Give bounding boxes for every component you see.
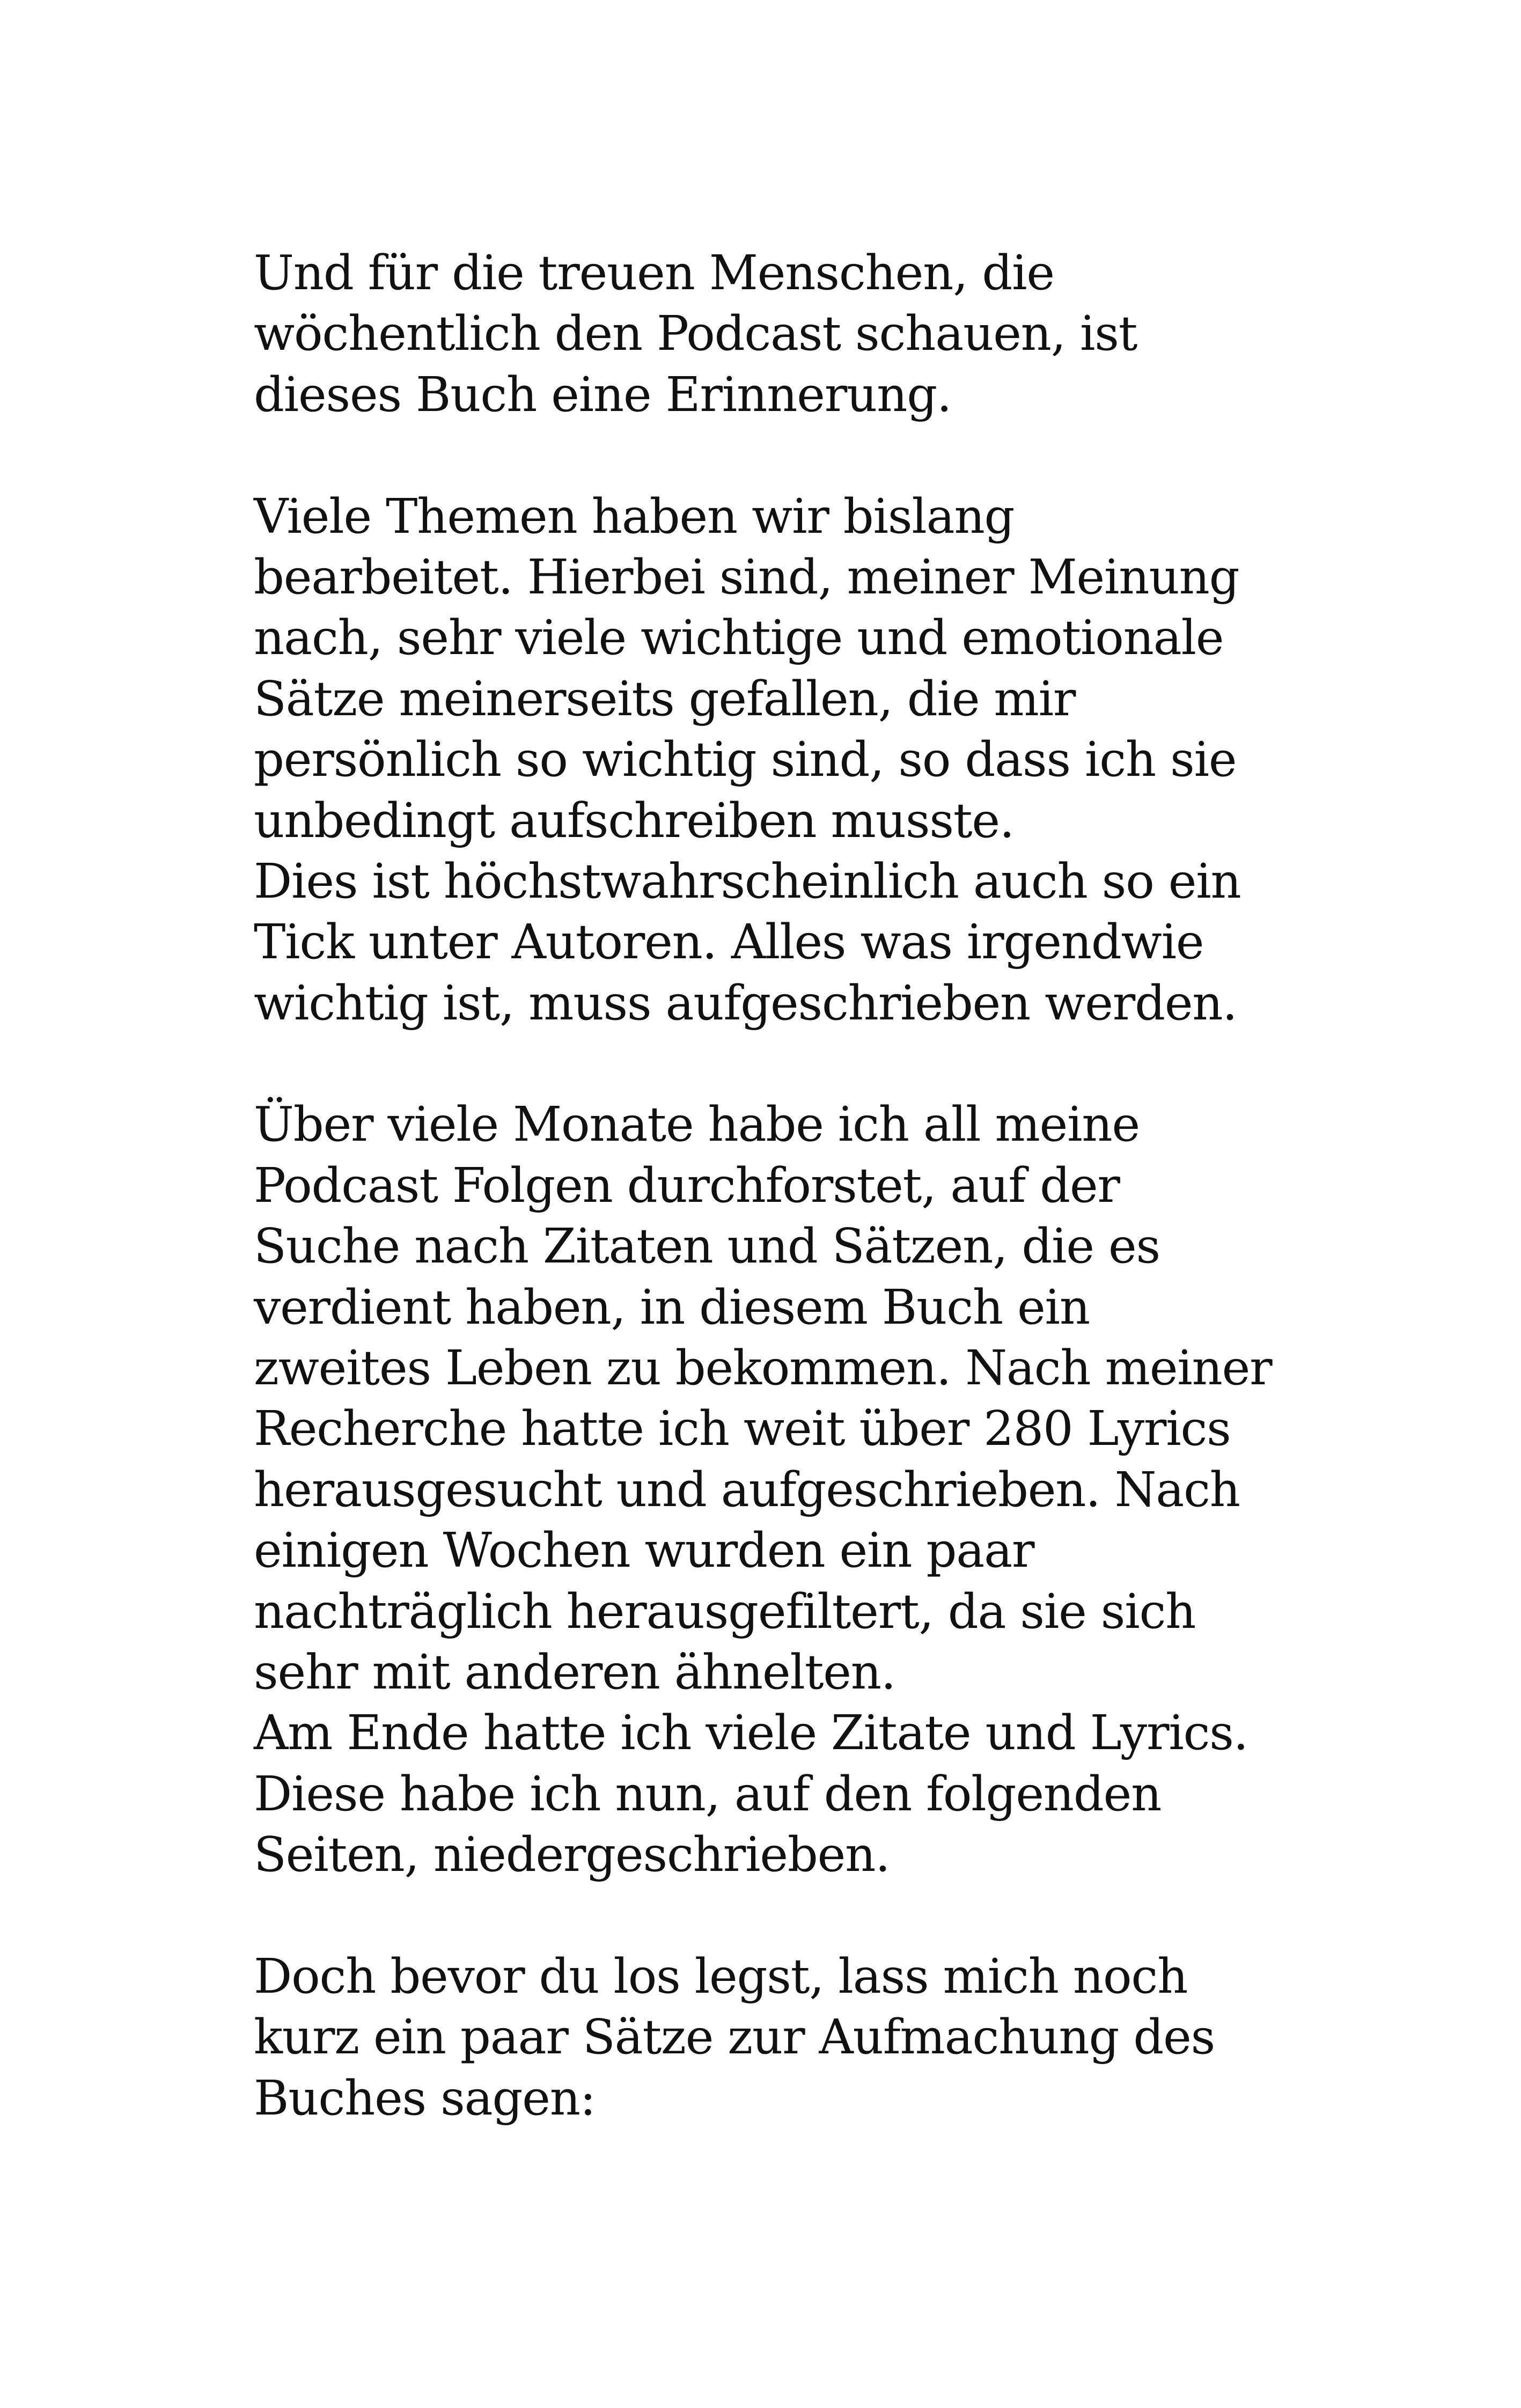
- text-line: sehr mit anderen ähnelten.: [254, 1643, 895, 1700]
- text-line: wöchentlich den Podcast schauen, ist: [254, 305, 1137, 362]
- text-line: Diese habe ich nun, auf den folgenden: [254, 1765, 1162, 1822]
- text-line: Tick unter Autoren. Alles was irgendwie: [254, 914, 1204, 970]
- text-line: verdient haben, in diesem Buch ein: [254, 1279, 1090, 1335]
- text-line: Recherche hatte ich weit über 280 Lyrics: [254, 1400, 1231, 1457]
- paragraph-spacer: [254, 425, 1327, 486]
- text-line: Doch bevor du los legst, lass mich noch: [254, 1948, 1188, 2004]
- body-text: [254, 243, 1327, 2128]
- text-line: Dies ist höchstwahrscheinlich auch so ein: [254, 853, 1241, 909]
- text-line: Am Ende hatte ich viele Zitate und Lyrics.: [254, 1705, 1248, 1761]
- text-line: persönlich so wichtig sind, so dass ich sie: [254, 731, 1237, 788]
- text-line: herausgesucht und aufgeschrieben. Nach: [254, 1461, 1240, 1517]
- text-line: Und für die treuen Menschen, die: [254, 245, 1054, 300]
- text-line: Über viele Monate habe ich all meine: [254, 1096, 1140, 1152]
- paragraph-3: [254, 1094, 1327, 1885]
- text-line: wichtig ist, muss aufgeschrieben werden.: [254, 974, 1237, 1031]
- text-line: Podcast Folgen durchforstet, auf der: [254, 1157, 1120, 1213]
- text-line: Viele Themen haben wir bislang: [254, 488, 1015, 544]
- paragraph-spacer: [254, 1885, 1327, 1946]
- text-line: bearbeitet. Hierbei sind, meiner Meinung: [254, 548, 1239, 605]
- paragraph-1: [254, 243, 1327, 425]
- text-line: zweites Leben zu bekommen. Nach meiner: [254, 1340, 1272, 1396]
- paragraph-2: [254, 486, 1327, 1034]
- text-line: Suche nach Zitaten und Sätzen, die es: [254, 1218, 1160, 1274]
- text-line: kurz ein paar Sätze zur Aufmachung des: [254, 2009, 1215, 2065]
- text-line: nach, sehr viele wichtige und emotionale: [254, 610, 1224, 666]
- paragraph-spacer: [254, 1033, 1327, 1094]
- text-line: Sätze meinerseits gefallen, die mir: [254, 670, 1076, 726]
- paragraph-4: [254, 1946, 1327, 2128]
- text-line: dieses Buch eine Erinnerung.: [254, 366, 952, 422]
- text-line: Seiten, niedergeschrieben.: [254, 1826, 890, 1883]
- text-line: unbedingt aufschreiben musste.: [254, 792, 1014, 848]
- text-line: nachträglich herausgefiltert, da sie sich: [254, 1583, 1196, 1639]
- text-line: Buches sagen:: [254, 2069, 596, 2126]
- text-line: einigen Wochen wurden ein paar: [254, 1522, 1034, 1579]
